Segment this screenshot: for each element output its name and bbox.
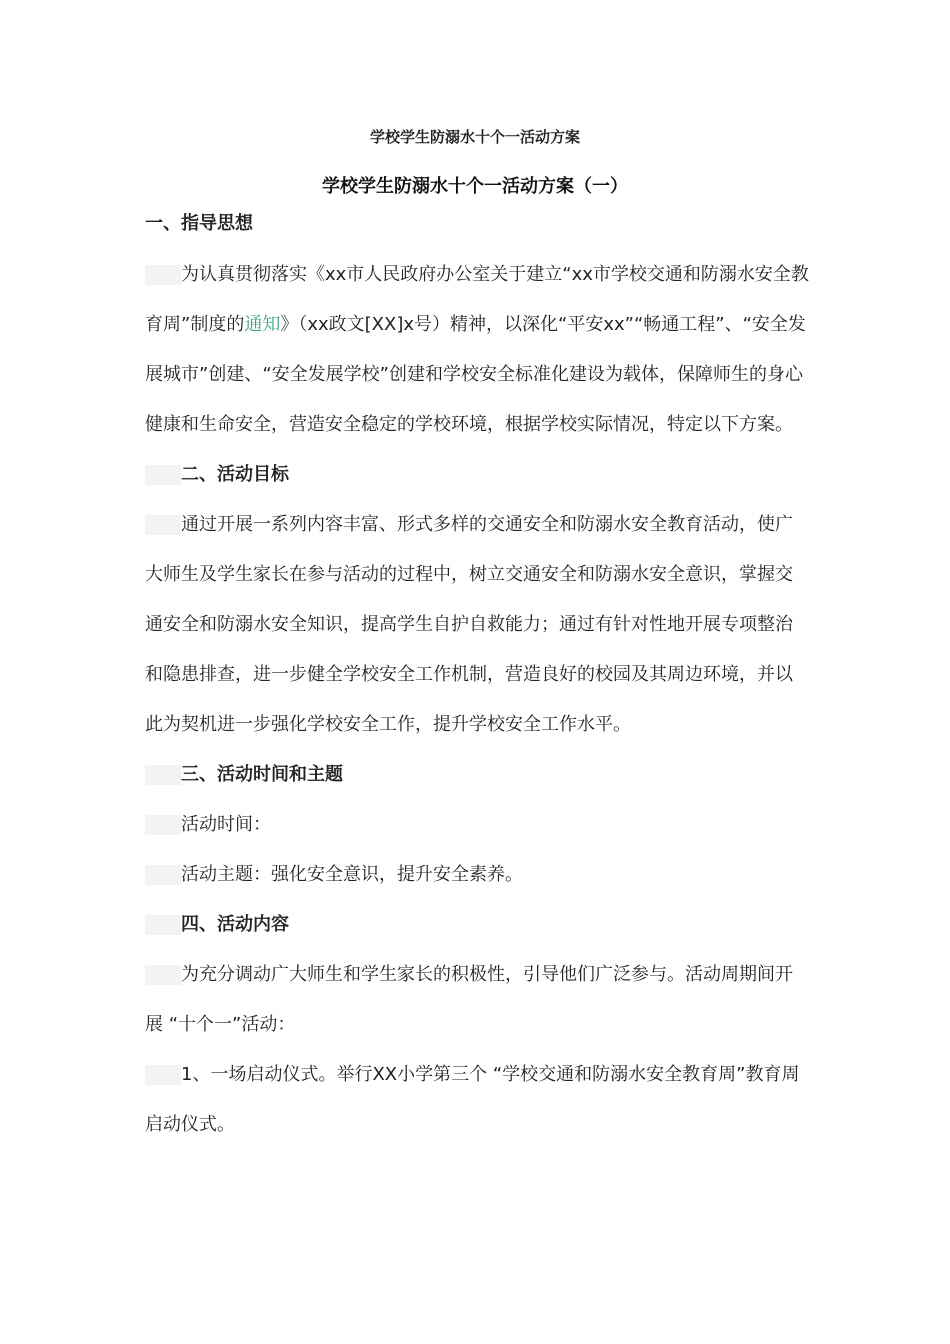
heading-time-theme-row — [145, 750, 810, 800]
document-subtitle: 学校学生防溺水十个一活动方案（一） — [322, 176, 628, 197]
paragraph-item-1-text: 1、一场启动仪式。举行XX小学第三个 “学校交通和防溺水安全教育周”教育周启动仪式。 — [145, 1064, 800, 1135]
paragraph-theme-text: 活动主题：强化安全意识，提升安全素养。 — [181, 864, 523, 885]
indent-shade — [145, 515, 181, 535]
indent-shade — [145, 915, 181, 935]
indent-shade — [145, 865, 181, 885]
paragraph-guiding — [145, 250, 810, 450]
notice-link[interactable]: 通知 — [244, 314, 281, 335]
heading-goal-row — [145, 450, 810, 500]
indent-shade — [145, 815, 181, 835]
heading-content: 四、活动内容 — [181, 914, 289, 935]
indent-shade — [145, 965, 181, 985]
indent-shade — [145, 465, 181, 485]
heading-content-row — [145, 900, 810, 950]
paragraph-time-text: 活动时间： — [181, 814, 271, 835]
heading-time-theme: 三、活动时间和主题 — [181, 764, 343, 785]
paragraph-theme — [145, 850, 810, 900]
indent-shade — [145, 765, 181, 785]
indent-shade — [145, 265, 181, 285]
document-body — [145, 250, 810, 1150]
paragraph-goal-text: 通过开展一系列内容丰富、形式多样的交通安全和防溺水安全教育活动，使广大师生及学生家长在参与活动的过程中，树立交通安全和防溺水安全意识，掌握交通安全和防溺水安全知识，提高学生自护自救能力；通过有针对性地开展专项整治和隐患排查，进一步健全学校安全工作机制，营造良好的校园及其周边环境，并以此为契机进一步强化学校安全工作，提升学校安全工作水平。 — [145, 514, 793, 735]
paragraph-guiding-text-2: 》（xx政文[XX]x号）精神，以深化“平安xx”“畅通工程”、“安全发展城市”创建、“安全发展学校”创建和学校安全标准化建设为载体，保障师生的身心健康和生命安全，营造安全稳定的学校环境，根据学校实际情况，特定以下方案。 — [145, 314, 806, 435]
document-title: 学校学生防溺水十个一活动方案 — [369, 128, 580, 146]
paragraph-goal — [145, 500, 810, 750]
paragraph-guiding-text-1: 为认真贯彻落实《xx市人民政府办公室关于建立“xx市学校交通和防溺水安全教育周”制度的 — [145, 264, 809, 335]
paragraph-content-text: 为充分调动广大师生和学生家长的积极性，引导他们广泛参与。活动周期间开展 “十个一”活动： — [145, 964, 793, 1035]
paragraph-item-1 — [145, 1050, 810, 1150]
paragraph-time — [145, 800, 810, 850]
heading-goal: 二、活动目标 — [181, 464, 289, 485]
indent-shade — [145, 1065, 181, 1085]
heading-guiding-ideology: 一、指导思想 — [145, 213, 253, 234]
paragraph-content — [145, 950, 810, 1050]
